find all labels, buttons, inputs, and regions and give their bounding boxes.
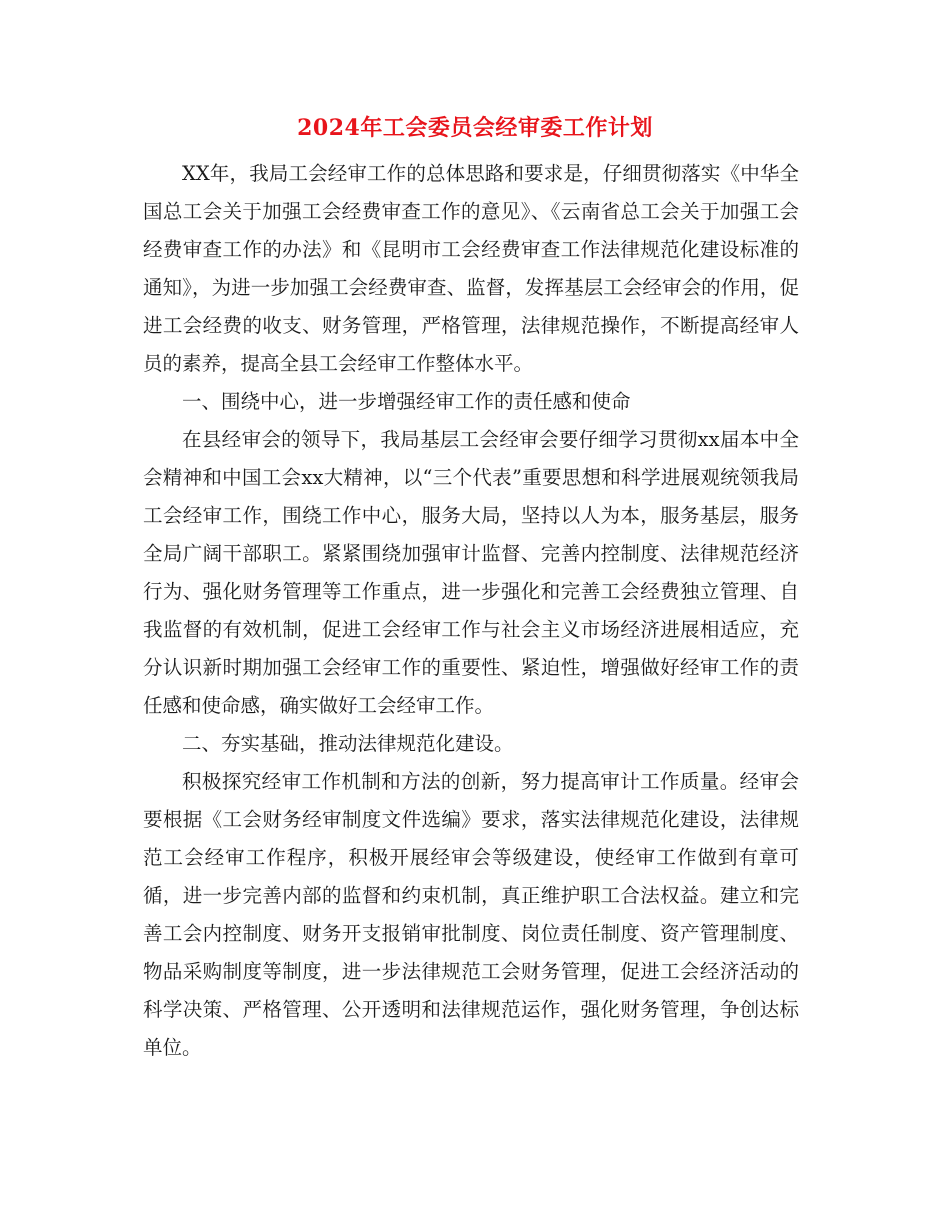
section-heading-2: 二、夯实基础，推动法律规范化建设。 [182,732,514,755]
document-body [143,155,799,1067]
document-title: 2024年工会委员会经审委工作计划 [297,115,653,141]
paragraph-section-2: 积极探究经审工作机制和方法的创新，努力提高审计工作质量。经审会要根据《工会财务经审制度文件选编》要求，落实法律规范化建设，法律规范工会经审工作程序，积极开展经审会等级建设，使经审工作做到有章可循，进一步完善内部的监督和约束机制，真正维护职工合法权益。建立和完善工会内控制度、财务开支报销审批制度、岗位责任制度、资产管理制度、物品采购制度等制度，进一步法律规范工会财务管理，促进工会经济活动的科学决策、严格管理、公开透明和法律规范运作，强化财务管理，争创达标单位。 [143,770,799,1059]
section-heading-1: 一、围绕中心，进一步增强经审工作的责任感和使命 [182,390,631,413]
paragraph-section-1: 在县经审会的领导下，我局基层工会经审会要仔细学习贯彻xx届本中全会精神和中国工会xx大精神，以“三个代表”重要思想和科学进展观统领我局工会经审工作，围绕工作中心，服务大局，坚持以人为本，服务基层，服务全局广阔干部职工。紧紧围绕加强审计监督、完善内控制度、法律规范经济行为、强化财务管理等工作重点，进一步强化和完善工会经费独立管理、自我监督的有效机制，促进工会经审工作与社会主义市场经济进展相适应，充分认识新时期加强工会经审工作的重要性、紧迫性，增强做好经审工作的责任感和使命感，确实做好工会经审工作。 [143,428,799,717]
paragraph-intro: XX年，我局工会经审工作的总体思路和要求是，仔细贯彻落实《中华全国总工会关于加强工会经费审查工作的意见》、《云南省总工会关于加强工会经费审查工作的办法》和《昆明市工会经费审查工作法律规范化建设标准的通知》，为进一步加强工会经费审查、监督，发挥基层工会经审会的作用，促进工会经费的收支、财务管理，严格管理，法律规范操作，不断提高经审人员的素养，提高全县工会经审工作整体水平。 [143,162,799,375]
